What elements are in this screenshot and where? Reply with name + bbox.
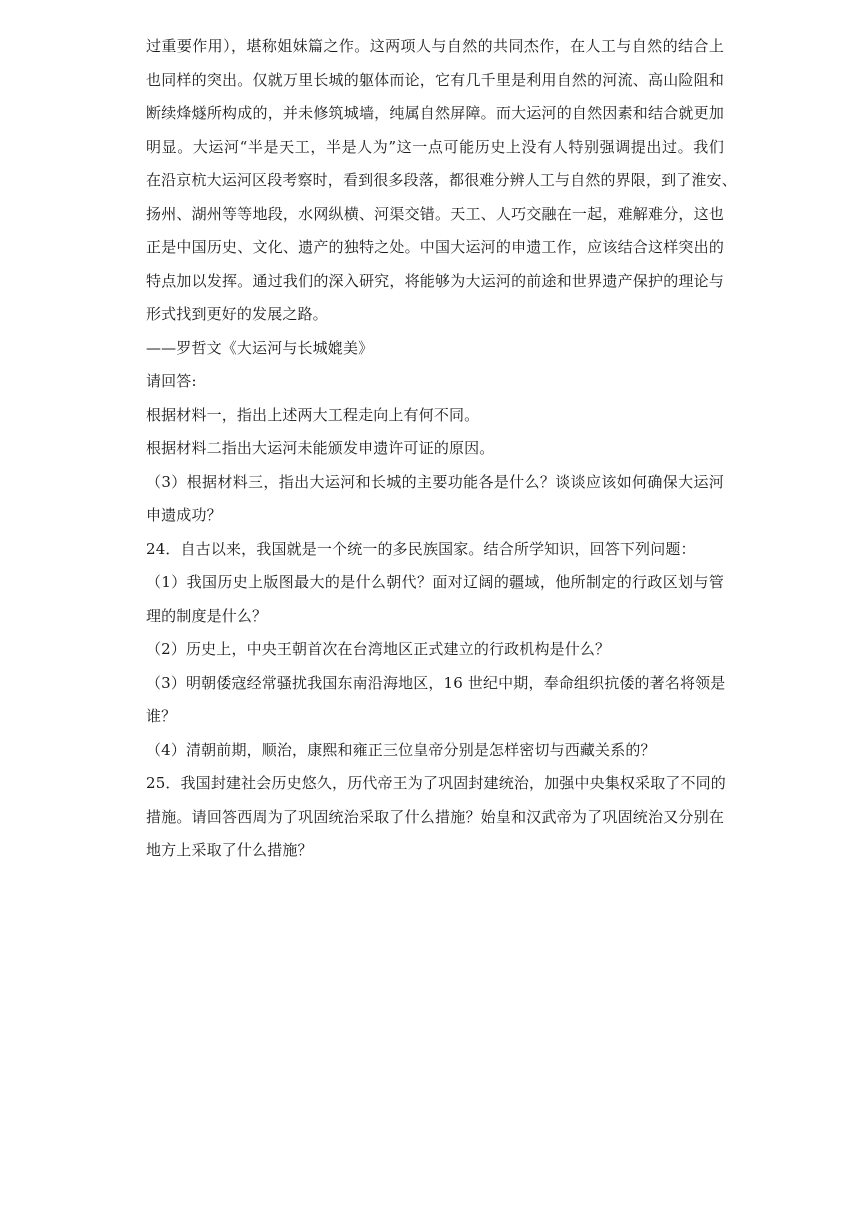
question-23-part-3-cont: 申遗成功？ bbox=[146, 506, 222, 524]
question-24-part-3-cont: 谁？ bbox=[146, 707, 177, 725]
question-25-line: 措施。请回答西周为了巩固统治采取了什么措施？始皇和汉武帝为了巩固统治又分别在 bbox=[146, 807, 724, 826]
question-24-stem: 24．自古以来，我国就是一个统一的多民族国家。结合所学知识，回答下列问题： bbox=[146, 539, 696, 558]
passage-line: 正是中国历史、文化、遗产的独特之处。中国大运河的申遗工作，应该结合这样突出的 bbox=[146, 238, 724, 256]
material-three-passage bbox=[146, 30, 737, 332]
passage-line: 特点加以发挥。通过我们的深入研究，将能够为大运河的前途和世界遗产保护的理论与 bbox=[146, 271, 724, 290]
answer-prompt: 请回答: bbox=[146, 372, 197, 390]
question-23-part-1: 根据材料一，指出上述两大工程走向上有何不同。 bbox=[146, 405, 480, 424]
passage-line: 明显。大运河“半是天工，半是人为”这一点可能历史上没有人特别强调提出过。我们 bbox=[146, 137, 724, 156]
question-25-line: 地方上采取了什么措施？ bbox=[146, 841, 313, 859]
question-23-subquestions bbox=[146, 399, 724, 533]
passage-line: 过重要作用），堪称姐妹篇之作。这两项人与自然的共同杰作，在人工与自然的结合上 bbox=[146, 37, 724, 55]
question-25 bbox=[146, 767, 724, 868]
question-25-line: 25．我国封建社会历史悠久，历代帝王为了巩固封建统治，加强中央集权采取了不同的 bbox=[146, 774, 726, 792]
question-24-part-1-cont: 理的制度是什么？ bbox=[146, 606, 268, 625]
passage-line: 在沿京杭大运河区段考察时，看到很多段落，都很难分辨人工与自然的界限，到了淮安、 bbox=[146, 171, 737, 189]
passage-line: 也同样的突出。仅就万里长城的躯体而论，它有几千里是利用自然的河流、高山险阻和 bbox=[146, 70, 724, 89]
question-24-part-1: （1）我国历史上版图最大的是什么朝代？面对辽阔的疆域，他所制定的行政区划与管 bbox=[146, 573, 724, 591]
passage-line: 断续烽燧所构成的，并未修筑城墙，纯属自然屏障。而大运河的自然因素和结合就更加 bbox=[146, 104, 724, 122]
question-24-part-3: （3）明朝倭寇经常骚扰我国东南沿海地区，16 世纪中期，奉命组织抗倭的著名将领是 bbox=[146, 673, 726, 692]
passage-line: 扬州、湖州等等地段，水网纵横、河渠交错。天工、人巧交融在一起，难解难分，这也 bbox=[146, 204, 724, 223]
question-24-part-2: （2）历史上，中央王朝首次在台湾地区正式建立的行政机构是什么？ bbox=[146, 640, 611, 658]
question-23-part-2: 根据材料二指出大运河未能颁发申遗许可证的原因。 bbox=[146, 439, 495, 457]
passage-line: 形式找到更好的发展之路。 bbox=[146, 305, 328, 323]
source-citation: ——罗哲文《大运河与长城媲美》 bbox=[146, 338, 374, 357]
document-page bbox=[146, 30, 737, 868]
question-23-part-3: （3）根据材料三，指出大运河和长城的主要功能各是什么？谈谈应该如何确保大运河 bbox=[146, 472, 724, 491]
question-24-part-4: （4）清朝前期，顺治，康熙和雍正三位皇帝分别是怎样密切与西藏关系的？ bbox=[146, 740, 656, 759]
question-24 bbox=[146, 533, 724, 768]
